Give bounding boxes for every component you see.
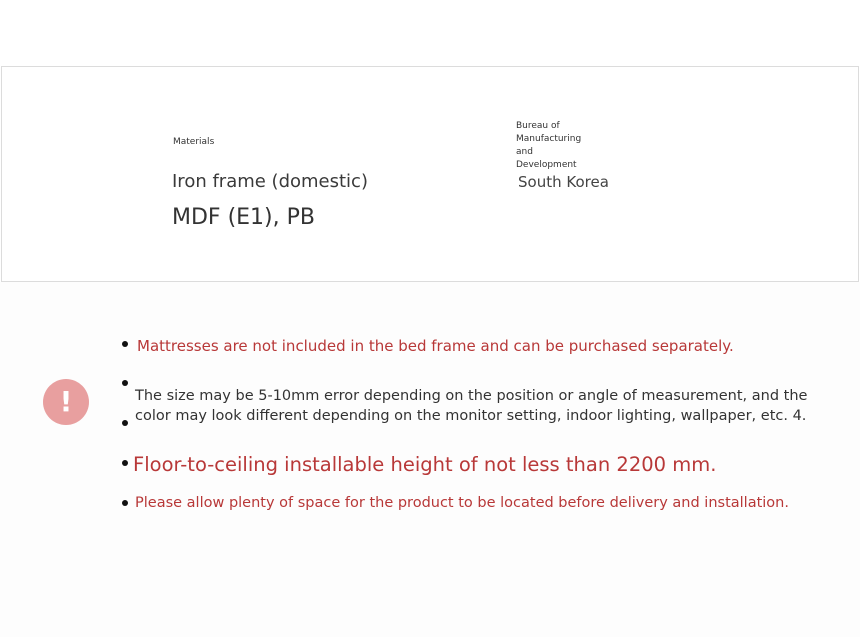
notice-item-mattress: Mattresses are not included in the bed frame and can be purchased separately. (137, 337, 734, 355)
bullet-icon (122, 500, 128, 506)
spec-table (1, 66, 859, 282)
materials-value-board: MDF (E1), PB (172, 205, 315, 230)
bullet-icon (122, 341, 128, 347)
materials-value-frame: Iron frame (domestic) (172, 171, 368, 192)
notice-section (0, 282, 860, 637)
notice-item-ceiling-height: Floor-to-ceiling installable height of not less than 2200 mm. (133, 453, 717, 476)
bullet-icon (122, 460, 128, 466)
bullet-icon (122, 420, 128, 426)
bullet-icon (122, 380, 128, 386)
materials-label: Materials (173, 137, 215, 147)
origin-label: Bureau of Manufacturing and Development (516, 121, 582, 170)
notice-item-size-error: The size may be 5-10mm error depending on the position or angle of measurement, and the color may look different depending on the monitor setting, indoor lighting, wallpaper, etc. 4. (135, 388, 808, 424)
origin-value: South Korea (518, 173, 609, 191)
exclamation-icon: ! (43, 379, 89, 425)
notice-item-space: Please allow plenty of space for the product to be located before delivery and installation. (135, 495, 789, 511)
